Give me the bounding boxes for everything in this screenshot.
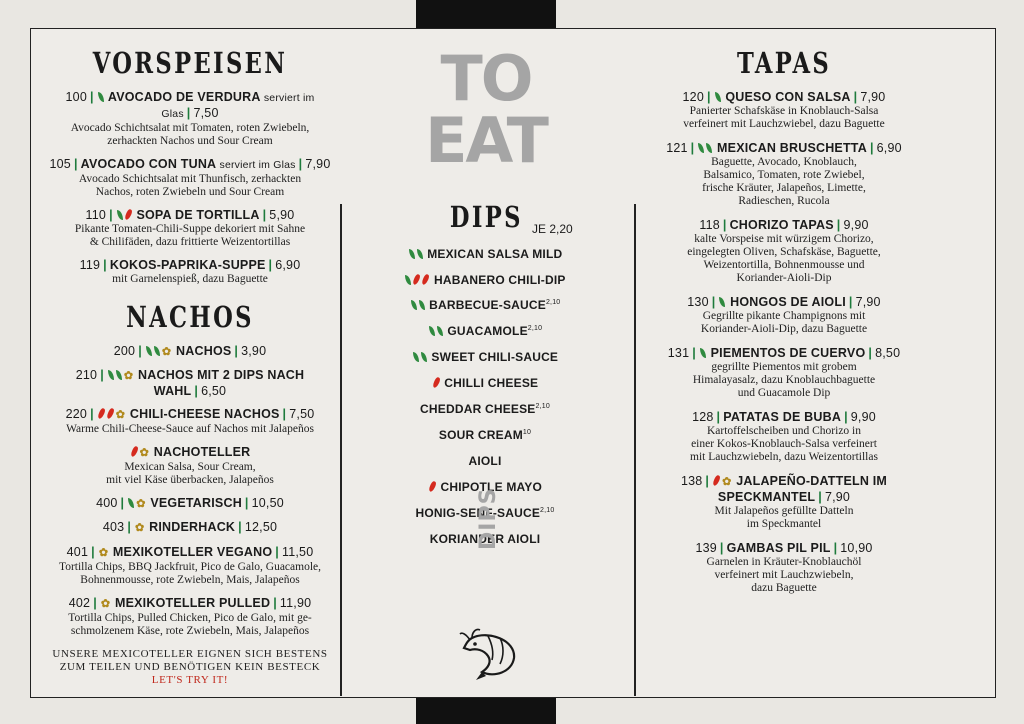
divider-left: [340, 204, 342, 696]
chili-icon: [106, 407, 115, 419]
menu-item: 131 | PIEMENTOS DE CUERVO | 8,50 gegrillte Piementos mit grobem Himalayasalz, dazu Knoblauchbaguette und Guacamole Dip: [667, 346, 901, 399]
leaf-icon: [116, 370, 122, 380]
menu-item: 128 | PATATAS DE BUBA | 9,90 Kartoffelscheiben und Chorizo in einer Kokos-Knoblauch-Salsa verfeinert mit Lauchzwiebeln, dazu Weizentortillas: [690, 410, 878, 463]
leaf-icon: [117, 210, 123, 220]
nachos-footer-note: ZUM TEILEN UND BENÖTIGEN KEIN BESTECK: [59, 661, 321, 673]
left-column: [40, 46, 340, 687]
menu-item: 105 | AVOCADO CON TUNA serviert im Glas | 7,90 Avocado Schichtsalat mit Thunfisch, zerhackten Nachos, roten Zwiebeln und Sour Cream: [49, 157, 331, 198]
menu-item: 403 | ✿ RINDERHACK | 12,50: [102, 520, 278, 534]
title-eat: EAT: [425, 104, 547, 177]
wheat-icon: ✿: [98, 547, 109, 559]
menu-item: 401 | ✿ MEXIKOTELLER VEGANO | 11,50 Tortilla Chips, BBQ Jackfruit, Pico de Galo, Guacamole, Bohnenmousse, rote Zwiebeln, Mais, Jalapeños: [58, 545, 322, 586]
leaf-icon: [429, 326, 435, 336]
menu-item: 110 | SOPA DE TORTILLA | 5,90 Pikante Tomaten-Chili-Suppe dekoriert mit Sahne & Chilifäden, dazu frittierte Weizentortillas: [74, 208, 306, 248]
wheat-icon: ✿: [139, 447, 150, 459]
tapas-heading: TAPAS: [736, 46, 832, 80]
wheat-icon: ✿: [135, 522, 145, 534]
dips-price-note: JE 2,20: [532, 222, 573, 236]
leaf-icon: [700, 348, 706, 358]
leaf-icon: [146, 346, 152, 356]
leaf-icon: [413, 352, 419, 362]
dip-item: MEXICAN SALSA MILD: [395, 247, 575, 261]
wheat-icon: ✿: [722, 476, 732, 488]
menu-item: 200 | ✿ NACHOS | 3,90: [113, 344, 267, 358]
menu-item: ✿ NACHOTELLER Mexican Salsa, Sour Cream, mit viel Käse überbacken, Jalapeños: [106, 445, 274, 486]
leaf-icon: [108, 370, 114, 380]
dips-heading: DIPS: [449, 200, 523, 234]
dip-item: CHEDDAR CHEESE$^{2,10}$: [420, 402, 550, 416]
nachos-footer-note: UNSERE MEXICOTELLER EIGNEN SICH BESTENS: [52, 648, 328, 660]
chili-icon: [428, 480, 437, 492]
dip-item: CHILLI CHEESE: [395, 376, 575, 390]
wheat-icon: ✿: [115, 409, 126, 421]
leaf-icon: [698, 143, 704, 153]
menu-item: 210 | ✿ NACHOS MIT 2 DIPS NACH WAHL | 6,50: [75, 368, 305, 398]
menu-item: 139 | GAMBAS PIL PIL | 10,90 Garnelen in Kräuter-Knoblauchöl verfeinert mit Lauchzwiebeln, dazu Baguette: [695, 541, 873, 594]
menu-item: 120 | QUESO CON SALSA | 7,90 Panierter Schafskäse in Knoblauch-Salsa verfeinert mit Lauchzwiebel, dazu Baguette: [682, 90, 886, 130]
wheat-icon: ✿: [136, 498, 146, 510]
leaf-icon: [421, 352, 427, 362]
dip-item: KORIANDER AIOLI: [429, 532, 541, 546]
nachos-footer-cta: LET'S TRY IT!: [151, 674, 229, 686]
dip-item: HABANERO CHILI-DIP: [395, 273, 575, 287]
leaf-icon: [98, 92, 104, 102]
leaf-icon: [419, 300, 425, 310]
leaf-icon: [417, 249, 423, 259]
leaf-icon: [409, 249, 415, 259]
menu-item: 119 | KOKOS-PAPRIKA-SUPPE | 6,90 mit Garnelenspieß, dazu Baguette: [79, 258, 301, 285]
dips-heading-wrap: [440, 200, 530, 234]
dip-item: AIOLI: [468, 454, 502, 468]
nachos-heading: NACHOS: [126, 300, 254, 334]
chili-icon: [712, 474, 721, 486]
menu-item: 220 | ✿ CHILI-CHEESE NACHOS | 7,50 Warme Chili-Cheese-Sauce auf Nachos mit Jalapeños: [65, 407, 315, 435]
dip-item: CHIPOTLE MAYO: [395, 480, 575, 494]
chili-icon: [412, 273, 421, 285]
chili-icon: [97, 407, 106, 419]
menu-item: 400 | ✿ VEGETARISCH | 10,50: [96, 496, 284, 510]
leaf-icon: [706, 143, 712, 153]
chili-icon: [432, 376, 441, 388]
title-to: TO: [440, 42, 532, 115]
menu-item: 118 | CHORIZO TAPAS | 9,90 kalte Vorspeise mit würzigem Chorizo, eingelegten Oliven, Schafskäse, Baguette, Weizentortilla, Bohnenmousse und Koriander-Aioli-Dip: [687, 218, 881, 284]
menu-item: 100 | AVOCADO DE VERDURA serviert im Glas | 7,50 Avocado Schichtsalat mit Tomaten, roten Zwiebeln, zerhackten Nachos und Sour Cream: [65, 90, 315, 147]
dips-vertical-label: DIPS: [476, 487, 501, 550]
menu-item: 121 | MEXICAN BRUSCHETTA | 6,90 Baguette, Avocado, Knoblauch, Balsamico, Tomaten, rote Zwiebel, frische Kräuter, Jalapeños, Limette, Radieschen, Rucola: [666, 141, 902, 207]
chili-icon: [421, 273, 430, 285]
leaf-icon: [715, 92, 721, 102]
chili-icon: [130, 445, 139, 457]
dip-item: SOUR CREAM$^{10}$: [438, 428, 532, 442]
dip-item: SWEET CHILI-SAUCE: [395, 350, 575, 364]
right-column: [636, 46, 932, 595]
vorspeisen-heading: VORSPEISEN: [92, 46, 288, 80]
leaf-icon: [411, 300, 417, 310]
wheat-icon: ✿: [123, 370, 134, 382]
leaf-icon: [719, 297, 725, 307]
wheat-icon: ✿: [100, 598, 111, 610]
to-eat-title: [404, 42, 568, 177]
leaf-icon: [154, 346, 160, 356]
wheat-icon: ✿: [161, 346, 172, 358]
dip-item: HONIG-SENF-SAUCE$^{2,10}$: [415, 506, 555, 520]
dip-item: GUACAMOLE$^{2,10}$: [395, 324, 575, 338]
dip-item: BARBECUE-SAUCE$^{2,10}$: [395, 298, 575, 312]
menu-item: 402 | ✿ MEXIKOTELLER PULLED | 11,90 Tortilla Chips, Pulled Chicken, Pico de Galo, mit ge- schmolzenem Käse, rote Zwiebeln, Mais, Jalapeños: [68, 596, 312, 637]
leaf-icon: [128, 498, 134, 508]
leaf-icon: [405, 275, 411, 285]
chili-icon: [124, 208, 133, 220]
shrimp-icon: [458, 624, 528, 682]
menu-item: 130 | HONGOS DE AIOLI | 7,90 Gegrillte pikante Champignons mit Koriander-Aioli-Dip, dazu Baguette: [687, 295, 881, 335]
leaf-icon: [437, 326, 443, 336]
menu-item: 138 | ✿ JALAPEÑO-DATTELN IM SPECKMANTEL | 7,90 Mit Jalapeños gefüllte Datteln im Speckmantel: [680, 474, 888, 530]
